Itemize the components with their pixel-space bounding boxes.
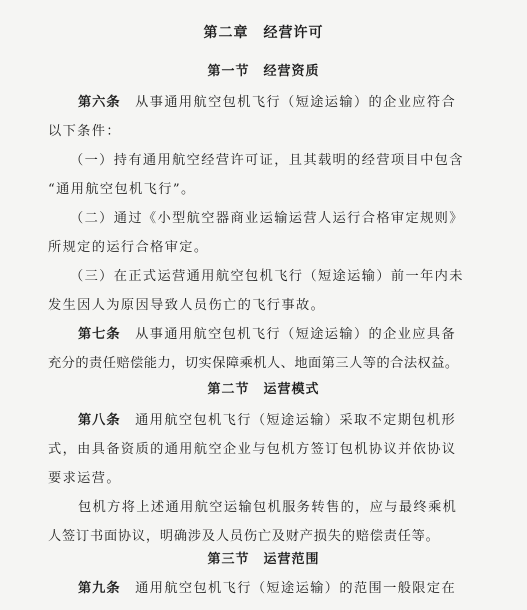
article-7 [78, 320, 456, 349]
chapter-title: 第二章 经营许可 [203, 25, 324, 41]
article-6 [78, 88, 456, 117]
article-6-continued: 以下条件： [48, 124, 121, 139]
article-number: 第六条 [78, 95, 121, 110]
section-title: 第一节 经营资质 [207, 64, 320, 79]
condition-3-continued: 发生因人为原因导致人员伤亡的飞行事故。 [48, 298, 326, 313]
article-9 [78, 574, 456, 603]
condition-3: （三）在正式运营通用航空包机飞行（短途运输）前一年内未 [62, 269, 464, 284]
article-number: 第八条 [78, 413, 121, 428]
article-7-continued: 充分的责任赔偿能力，切实保障乘机人、地面第三人等的合法权益。 [48, 356, 459, 371]
charter-resale-continued: 人签订书面协议，明确涉及人员伤亡及财产损失的赔偿责任等。 [48, 529, 440, 544]
condition-2-continued: 所规定的运行合格审定。 [48, 240, 209, 255]
condition-1: （一）持有通用航空经营许可证，且其载明的经营项目中包含 [62, 153, 464, 168]
charter-resale-paragraph: 包机方将上述通用航空运输包机服务转售的，应与最终乘机 [78, 500, 458, 515]
article-8 [78, 406, 456, 435]
article-8-continued: 要求运营。 [48, 471, 121, 486]
article-text: 通用航空包机飞行（短途运输）的范围一般限定在 [120, 581, 457, 596]
article-text: 通用航空包机飞行（短途运输）采取不定期包机形 [120, 413, 457, 428]
article-8-continued: 式，由具备资质的通用航空企业与包机方签订包机协议并依协议 [48, 442, 457, 457]
article-text: 从事通用航空包机飞行（短途运输）的企业应具备 [120, 327, 457, 342]
section-title: 第三节 运营范围 [207, 552, 320, 567]
condition-1-continued: “通用航空包机飞行”。 [48, 182, 196, 197]
article-number: 第九条 [78, 581, 121, 596]
section-title: 第二节 运营模式 [207, 382, 320, 397]
article-number: 第七条 [78, 327, 121, 342]
condition-2: （二）通过《小型航空器商业运输运营人运行合格审定规则》 [62, 211, 464, 226]
article-text: 从事通用航空包机飞行（短途运输）的企业应符合 [120, 95, 457, 110]
